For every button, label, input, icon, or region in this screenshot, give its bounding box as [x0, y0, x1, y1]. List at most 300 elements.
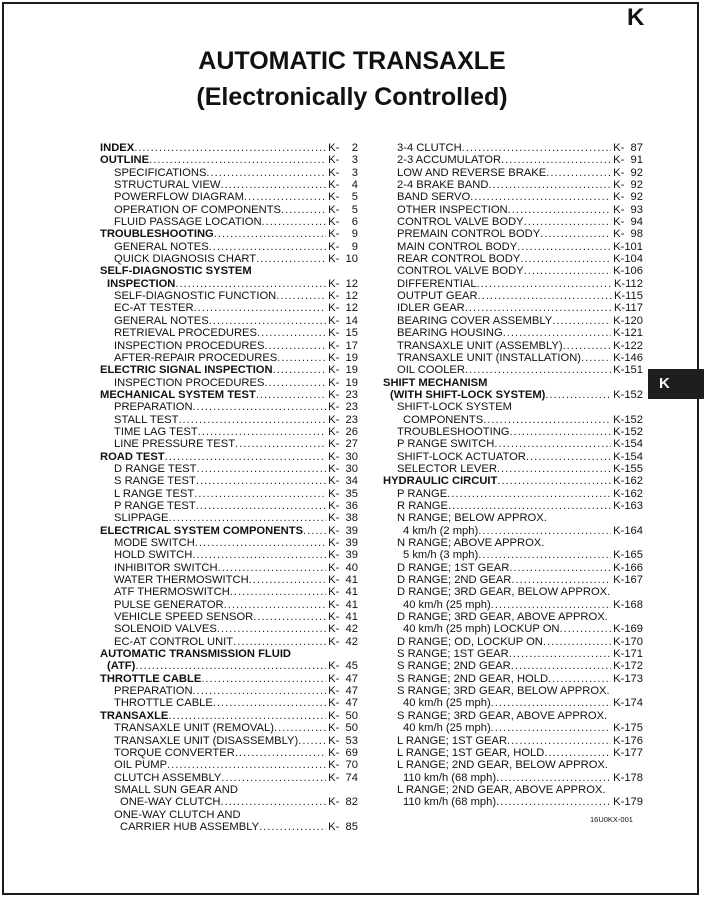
dot-leader — [194, 302, 327, 314]
toc-entry — [100, 821, 358, 833]
toc-entry-label: ROAD TEST — [100, 450, 165, 463]
dot-leader — [491, 722, 611, 734]
toc-entry-label: THROTTLE CABLE — [100, 672, 202, 685]
toc-entry-page: K-162 — [613, 475, 643, 488]
toc-entry — [383, 340, 643, 352]
toc-entry-page: K- 10 — [328, 253, 358, 266]
toc-entry-label: GENERAL NOTES — [114, 240, 209, 253]
toc-entry-label: 2-4 BRAKE BAND — [397, 179, 489, 192]
toc-entry-page: K- 19 — [328, 376, 358, 389]
toc-entry-label: 3-4 CLUTCH — [397, 142, 462, 154]
toc-entry-label: S RANGE; 1ST GEAR — [397, 648, 509, 661]
dot-leader — [497, 463, 611, 475]
toc-entry — [383, 488, 643, 500]
toc-entry-page: K-152 — [613, 425, 643, 438]
dot-leader — [509, 562, 611, 574]
dot-leader — [581, 352, 611, 364]
dot-leader — [214, 228, 326, 240]
dot-leader — [194, 488, 326, 500]
toc-entry-page: K- 12 — [328, 302, 358, 315]
dot-leader — [496, 796, 611, 808]
dot-leader — [274, 722, 326, 734]
toc-entry-label: PREPARATION — [114, 401, 193, 414]
toc-entry-label: HOLD SWITCH — [114, 549, 193, 562]
toc-entry-label: OIL PUMP — [114, 759, 168, 772]
toc-entry — [383, 512, 643, 524]
toc-entry — [100, 562, 358, 574]
toc-entry-page: K- 12 — [328, 290, 358, 303]
toc-entry-page: K-120 — [613, 314, 643, 327]
dot-leader — [524, 265, 612, 277]
toc-entry — [100, 537, 358, 549]
toc-entry-label: S RANGE; 2ND GEAR, HOLD — [397, 672, 549, 685]
dot-leader — [520, 253, 611, 265]
toc-entry — [100, 352, 358, 364]
toc-entry-label: P RANGE TEST — [114, 499, 196, 512]
toc-entry — [100, 340, 358, 352]
toc-entry-label: D RANGE; 2ND GEAR — [397, 574, 512, 587]
dot-leader — [235, 438, 326, 450]
toc-entry-label: MAIN CONTROL BODY — [397, 240, 518, 253]
dot-leader — [517, 241, 611, 253]
toc-entry-label: INSPECTION — [107, 277, 176, 290]
toc-entry-page: K- 41 — [328, 586, 358, 599]
toc-entry-page: K- 47 — [328, 685, 358, 698]
dot-leader — [253, 611, 326, 623]
toc-entry-page: K-162 — [613, 487, 643, 500]
toc-entry — [100, 414, 358, 426]
toc-entry — [383, 623, 643, 635]
toc-entry — [383, 463, 643, 475]
toc-entry-page: K- 92 — [613, 179, 643, 192]
toc-entry-label: REAR CONTROL BODY — [397, 253, 521, 266]
toc-entry-label: R RANGE — [397, 499, 448, 512]
toc-entry-page: K- 69 — [328, 746, 358, 759]
toc-entry — [100, 735, 358, 747]
dot-leader — [478, 290, 612, 302]
toc-entry-page: K- 42 — [328, 623, 358, 636]
dot-leader — [552, 315, 611, 327]
toc-entry-label: THROTTLE CABLE — [114, 697, 213, 710]
dot-leader — [303, 525, 326, 537]
toc-entry-page: K-151 — [613, 364, 643, 377]
toc-entry — [383, 290, 643, 302]
toc-entry-page: K- 42 — [328, 635, 358, 648]
toc-entry-label: LINE PRESSURE TEST — [114, 438, 236, 451]
toc-entry — [383, 315, 643, 327]
toc-entry-page: K- 9 — [328, 240, 358, 253]
toc-entry-page: K- 9 — [328, 228, 358, 241]
dot-leader — [213, 697, 326, 709]
toc-entry-page: K-112 — [613, 277, 643, 290]
toc-entry-page: K- 91 — [613, 154, 643, 167]
toc-entry — [100, 660, 358, 672]
toc-entry-page: K- 39 — [328, 524, 358, 537]
toc-entry-page: K-177 — [613, 746, 643, 759]
toc-entry — [383, 451, 643, 463]
toc-entry — [383, 611, 643, 623]
toc-entry — [100, 475, 358, 487]
toc-entry-page: K- 74 — [328, 771, 358, 784]
dot-leader — [221, 179, 327, 191]
dot-leader — [477, 278, 612, 290]
dot-leader — [491, 697, 611, 709]
toc-entry-label: SMALL SUN GEAR AND — [114, 783, 238, 796]
toc-entry-label: ELECTRICAL SYSTEM COMPONENTS — [100, 524, 304, 537]
toc-entry-label: SELF-DIAGNOSTIC SYSTEM — [100, 265, 252, 278]
toc-entry-page: K- 35 — [328, 487, 358, 500]
toc-entry-label: ONE-WAY CLUTCH — [120, 796, 221, 809]
dot-leader — [507, 735, 611, 747]
dot-leader — [196, 500, 326, 512]
toc-entry-label: BEARING HOUSING — [397, 327, 503, 340]
dot-leader — [134, 142, 326, 154]
toc-entry — [100, 623, 358, 635]
dot-leader — [447, 488, 611, 500]
dot-leader — [221, 772, 326, 784]
dot-leader — [509, 648, 611, 660]
toc-entry-label: AFTER-REPAIR PROCEDURES — [114, 351, 278, 364]
toc-entry-label: GENERAL NOTES — [114, 314, 209, 327]
dot-leader — [178, 414, 326, 426]
dot-leader — [563, 340, 612, 352]
toc-entry-page: K-163 — [613, 499, 643, 512]
dot-leader — [195, 537, 326, 549]
toc-entry — [100, 574, 358, 586]
toc-entry-page: K- 5 — [328, 203, 358, 216]
toc-entry — [100, 747, 358, 759]
dot-leader — [298, 735, 326, 747]
toc-entry-page: K-117 — [613, 302, 643, 315]
toc-entry — [383, 549, 643, 561]
toc-entry-label: INSPECTION PROCEDURES — [114, 376, 265, 389]
toc-entry-page: K-176 — [613, 734, 643, 747]
toc-entry — [100, 278, 358, 290]
toc-entry — [100, 648, 358, 660]
toc-entry — [383, 525, 643, 537]
toc-entry-label: PULSE GENERATOR — [114, 598, 224, 611]
dot-leader — [501, 154, 611, 166]
toc-entry-page: K- 45 — [328, 660, 358, 673]
toc-entry — [383, 228, 643, 240]
dot-leader — [462, 142, 611, 154]
toc-entry — [383, 364, 643, 376]
toc-entry-page: K- 92 — [613, 166, 643, 179]
toc-entry-label: 2-3 ACCUMULATOR — [397, 154, 502, 167]
toc-entry-page: K-178 — [613, 771, 643, 784]
toc-entry — [383, 191, 643, 203]
dot-leader — [491, 599, 611, 611]
toc-entry-label: P RANGE SWITCH — [397, 438, 495, 451]
dot-leader — [192, 549, 326, 561]
toc-entry-label: PREPARATION — [114, 685, 193, 698]
toc-entry — [383, 438, 643, 450]
toc-entry-label: 40 km/h (25 mph) LOCKUP ON — [403, 623, 560, 636]
dot-leader — [230, 586, 326, 598]
toc-entry — [100, 673, 358, 685]
toc-entry — [100, 179, 358, 191]
toc-entry-label: (ATF) — [107, 660, 136, 673]
toc-entry — [383, 253, 643, 265]
toc-entry — [383, 154, 643, 166]
toc-entry-label: D RANGE; OD, LOCKUP ON — [397, 635, 543, 648]
toc-entry-page: K-121 — [613, 327, 643, 340]
toc-entry — [100, 611, 358, 623]
toc-entry-label: STALL TEST — [114, 413, 179, 426]
toc-entry-label: EC-AT CONTROL UNIT — [114, 635, 234, 648]
dot-leader — [249, 574, 326, 586]
toc-entry-page: K-170 — [613, 635, 643, 648]
toc-entry-label: COMPONENTS — [403, 413, 484, 426]
dot-leader — [220, 796, 326, 808]
dot-leader — [273, 364, 327, 376]
toc-entry — [383, 377, 643, 389]
toc-entry-page: K-164 — [613, 524, 643, 537]
dot-leader — [503, 327, 611, 339]
toc-entry — [100, 204, 358, 216]
toc-entry-page: K- 23 — [328, 388, 358, 401]
toc-entry-label: CONTROL VALVE BODY — [397, 216, 524, 229]
toc-entry — [100, 759, 358, 771]
toc-entry — [100, 451, 358, 463]
toc-entry-label: IDLER GEAR — [397, 302, 465, 315]
dot-leader — [264, 377, 326, 389]
dot-leader — [264, 340, 326, 352]
toc-entry — [100, 377, 358, 389]
toc-entry-label: INSPECTION PROCEDURES — [114, 339, 265, 352]
toc-entry-label: SOLENOID VALVES — [114, 623, 217, 636]
toc-entry — [383, 784, 643, 796]
toc-entry-label: ATF THERMOSWITCH — [114, 586, 230, 599]
toc-entry-page: K- 50 — [328, 722, 358, 735]
dot-leader — [167, 759, 326, 771]
toc-entry — [383, 352, 643, 364]
toc-entry-label: HYDRAULIC CIRCUIT — [383, 475, 498, 488]
toc-entry — [100, 228, 358, 240]
toc-entry-label: QUICK DIAGNOSIS CHART — [114, 253, 257, 266]
toc-entry — [383, 562, 643, 574]
toc-entry-label: SHIFT-LOCK ACTUATOR — [397, 450, 526, 463]
section-tab: K — [648, 369, 704, 399]
toc-entry-page: K-175 — [613, 722, 643, 735]
dot-leader — [175, 278, 326, 290]
toc-entry — [383, 660, 643, 672]
dot-leader — [209, 315, 326, 327]
toc-entry — [100, 599, 358, 611]
toc-entry-page: K- 41 — [328, 611, 358, 624]
toc-entry-page: K-167 — [613, 574, 643, 587]
toc-entry — [383, 167, 643, 179]
toc-entry — [383, 204, 643, 216]
toc-entry-label: L RANGE; 2ND GEAR, ABOVE APPROX. — [397, 783, 606, 796]
toc-entry-page: K- 26 — [328, 425, 358, 438]
dot-leader — [277, 352, 326, 364]
dot-leader — [543, 636, 611, 648]
dot-leader — [196, 463, 326, 475]
toc-entry-page: K-152 — [613, 413, 643, 426]
toc-entry — [383, 426, 643, 438]
toc-entry-page: K- 4 — [328, 179, 358, 192]
toc-entry — [100, 167, 358, 179]
toc-entry — [383, 710, 643, 722]
toc-entry-page: K- 2 — [328, 142, 358, 154]
toc-entry-page: K-101 — [613, 240, 643, 253]
toc-entry — [100, 512, 358, 524]
toc-entry-page: K- 53 — [328, 734, 358, 747]
toc-entry-page: K-169 — [613, 623, 643, 636]
toc-entry-page: K- 12 — [328, 277, 358, 290]
toc-entry — [100, 722, 358, 734]
toc-entry-page: K-115 — [613, 290, 643, 303]
toc-entry-label: OUTPUT GEAR — [397, 290, 478, 303]
toc-entry-label: RETRIEVAL PROCEDURES — [114, 327, 257, 340]
toc-entry-page: K- 39 — [328, 549, 358, 562]
toc-entry-page: K- 38 — [328, 512, 358, 525]
toc-entry-page: K- 19 — [328, 364, 358, 377]
toc-entry — [100, 488, 358, 500]
toc-entry — [100, 426, 358, 438]
dot-leader — [496, 772, 611, 784]
dot-leader — [198, 426, 326, 438]
dot-leader — [559, 623, 611, 635]
toc-entry-page: K- 14 — [328, 314, 358, 327]
toc-entry-page: K- 36 — [328, 499, 358, 512]
toc-entry-page: K- 47 — [328, 697, 358, 710]
dot-leader — [276, 290, 326, 302]
toc-entry-label: MECHANICAL SYSTEM TEST — [100, 388, 256, 401]
toc-entry — [100, 191, 358, 203]
toc-entry-page: K- 3 — [328, 154, 358, 167]
toc-entry-page: K- 19 — [328, 351, 358, 364]
toc-entry-label: 5 km/h (3 mph) — [403, 549, 479, 562]
toc-entry-label: SHIFT MECHANISM — [383, 376, 488, 389]
dot-leader — [193, 685, 327, 697]
toc-entry-label: D RANGE; 3RD GEAR, ABOVE APPROX. — [397, 611, 608, 624]
toc-entry-label: STRUCTURAL VIEW — [114, 179, 221, 192]
dot-leader — [135, 660, 326, 672]
toc-entry-label: D RANGE; 1ST GEAR — [397, 561, 510, 574]
dot-leader — [511, 660, 611, 672]
dot-leader — [257, 327, 326, 339]
toc-entry-page: K-171 — [613, 648, 643, 661]
toc-column-left — [100, 142, 358, 833]
dot-leader — [224, 599, 327, 611]
toc-entry — [100, 636, 358, 648]
toc-entry — [100, 241, 358, 253]
toc-entry — [100, 142, 358, 154]
toc-entry-label: SHIFT-LOCK SYSTEM — [397, 401, 512, 414]
dot-leader — [465, 364, 611, 376]
toc-entry-label: TRANSAXLE UNIT (DISASSEMBLY) — [114, 734, 299, 747]
toc-entry — [383, 722, 643, 734]
toc-entry-label: ONE-WAY CLUTCH AND — [114, 808, 241, 821]
toc-entry-page: K- 15 — [328, 327, 358, 340]
toc-entry-page: K- 39 — [328, 537, 358, 549]
dot-leader — [168, 710, 326, 722]
dot-leader — [201, 673, 326, 685]
toc-entry — [383, 648, 643, 660]
toc-entry — [383, 574, 643, 586]
toc-entry-page: K- 6 — [328, 216, 358, 229]
toc-entry-label: PREMAIN CONTROL BODY — [397, 228, 541, 241]
toc-entry-label: D RANGE TEST — [114, 462, 197, 475]
page-subtitle: (Electronically Controlled) — [196, 83, 508, 111]
dot-leader — [548, 673, 611, 685]
toc-entry — [100, 549, 358, 561]
dot-leader — [281, 204, 326, 216]
dot-leader — [544, 747, 611, 759]
toc-entry-label: L RANGE; 2ND GEAR, BELOW APPROX. — [397, 759, 608, 772]
toc-entry — [100, 463, 358, 475]
page-title: AUTOMATIC TRANSAXLE — [198, 47, 506, 75]
toc-entry-label: TIME LAG TEST — [114, 425, 198, 438]
toc-entry-label: BEARING COVER ASSEMBLY — [397, 314, 553, 327]
toc-entry-label: CLUTCH ASSEMBLY — [114, 771, 222, 784]
toc-entry — [100, 216, 358, 228]
toc-entry — [383, 500, 643, 512]
toc-entry-page: K-104 — [613, 253, 643, 266]
dot-leader — [196, 475, 326, 487]
toc-entry — [383, 636, 643, 648]
toc-entry-page: K- 94 — [613, 216, 643, 229]
dot-leader — [497, 475, 611, 487]
toc-entry-page: K-165 — [613, 549, 643, 562]
toc-entry-label: D RANGE; 3RD GEAR, BELOW APPROX. — [397, 586, 611, 599]
toc-entry-label: TORQUE CONVERTER — [114, 746, 235, 759]
toc-entry-label: INDEX — [100, 142, 135, 154]
toc-entry-label: (WITH SHIFT-LOCK SYSTEM) — [390, 388, 546, 401]
dot-leader — [448, 500, 611, 512]
toc-entry — [383, 241, 643, 253]
toc-entry — [100, 290, 358, 302]
toc-entry-page: K-106 — [613, 265, 643, 278]
toc-entry-page: K- 40 — [328, 561, 358, 574]
toc-entry-page: K- 98 — [613, 228, 643, 241]
toc-entry-page: K- 47 — [328, 672, 358, 685]
dot-leader — [511, 574, 611, 586]
toc-entry-page: K-154 — [613, 438, 643, 451]
toc-entry — [100, 315, 358, 327]
dot-leader — [524, 216, 612, 228]
toc-entry — [100, 154, 358, 166]
toc-entry-label: 40 km/h (25 mph) — [403, 697, 491, 710]
toc-entry-label: S RANGE; 3RD GEAR, BELOW APPROX. — [397, 685, 610, 698]
toc-entry-label: P RANGE — [397, 487, 448, 500]
toc-entry-label: SELECTOR LEVER — [397, 462, 497, 475]
toc-entry — [383, 697, 643, 709]
toc-entry-page: K- 70 — [328, 759, 358, 772]
toc-entry-label: CONTROL VALVE BODY — [397, 265, 524, 278]
toc-entry — [383, 278, 643, 290]
toc-entry-page: K- 41 — [328, 598, 358, 611]
toc-entry-label: OIL COOLER — [397, 364, 465, 377]
dot-leader — [193, 401, 327, 413]
toc-entry-page: K-174 — [613, 697, 643, 710]
toc-entry-label: CARRIER HUB ASSEMBLY — [120, 820, 260, 833]
toc-entry-page: K-172 — [613, 660, 643, 673]
toc-entry-label: 4 km/h (2 mph) — [403, 524, 479, 537]
toc-entry-label: DIFFERENTIAL — [397, 277, 477, 290]
toc-entry-label: LOW AND REVERSE BRAKE — [397, 166, 547, 179]
section-letter: K — [627, 4, 645, 31]
toc-column-right — [383, 142, 643, 809]
toc-entry-page: K- 82 — [328, 796, 358, 809]
toc-entry — [383, 401, 643, 413]
toc-entry-label: TROUBLESHOOTING — [100, 228, 214, 241]
toc-entry-page: K-168 — [613, 598, 643, 611]
figure-code: 16U0KX-001 — [590, 815, 633, 824]
toc-entry — [100, 302, 358, 314]
